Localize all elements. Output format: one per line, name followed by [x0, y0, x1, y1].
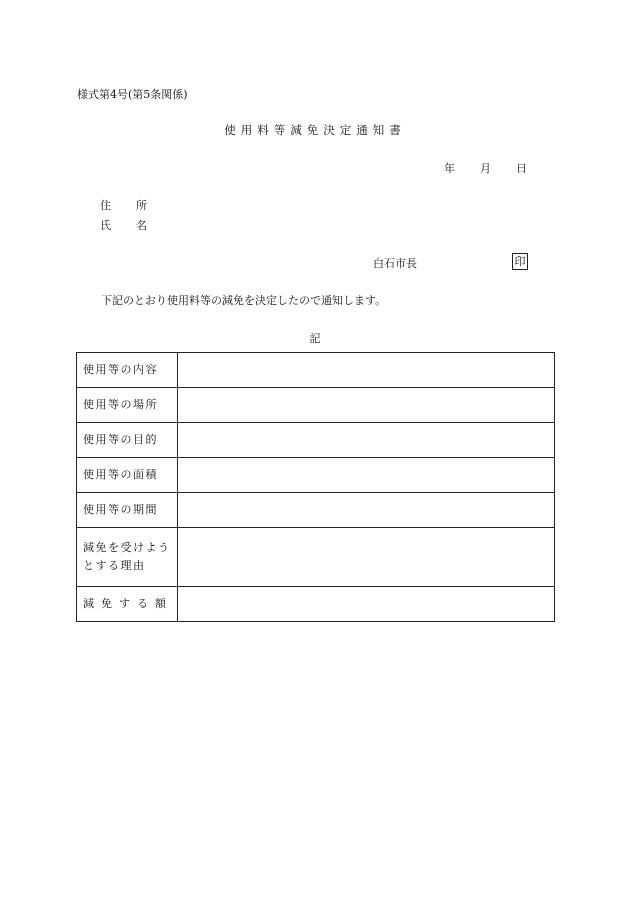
table-row [77, 423, 555, 458]
row-label-period: 使用等の期間 [77, 493, 178, 528]
row-label-purpose: 使用等の目的 [77, 423, 178, 458]
date-line [444, 160, 527, 176]
seal-mark: 印 [512, 253, 528, 270]
row-value-reason[interactable] [178, 528, 555, 587]
row-value-period[interactable] [178, 493, 555, 528]
row-label-place: 使用等の場所 [77, 388, 178, 423]
detail-table [76, 352, 555, 622]
date-month-label: 月 [480, 162, 491, 175]
table-row [77, 388, 555, 423]
row-label-area: 使用等の面積 [77, 458, 178, 493]
row-value-place[interactable] [178, 388, 555, 423]
table-row [77, 353, 555, 388]
address-row [100, 197, 147, 213]
table-row [77, 587, 555, 622]
row-label-reason: 減免を受けよう とする理由 [77, 528, 178, 587]
name-row [100, 217, 147, 233]
row-value-amount[interactable] [178, 587, 555, 622]
row-label-content: 使用等の内容 [77, 353, 178, 388]
address-label-2: 所 [136, 199, 147, 212]
name-label-1: 氏 [100, 219, 111, 232]
form-number: 様式第4号(第5条関係) [77, 88, 188, 101]
table-row [77, 458, 555, 493]
row-label-amount: 減免する額 [77, 587, 178, 622]
row-value-content[interactable] [178, 353, 555, 388]
name-label-2: 名 [136, 219, 147, 232]
table-row [77, 528, 555, 587]
row-value-purpose[interactable] [178, 423, 555, 458]
intro-text: 下記のとおり使用料等の減免を決定したので通知します。 [101, 294, 387, 307]
issuer-title: 白石市長 [373, 257, 417, 270]
address-label-1: 住 [100, 199, 111, 212]
date-year-label: 年 [444, 162, 455, 175]
table-row [77, 493, 555, 528]
row-value-area[interactable] [178, 458, 555, 493]
document-title: 使用料等減免決定通知書 [224, 123, 406, 137]
date-day-label: 日 [516, 162, 527, 175]
ki-heading: 記 [309, 332, 321, 345]
